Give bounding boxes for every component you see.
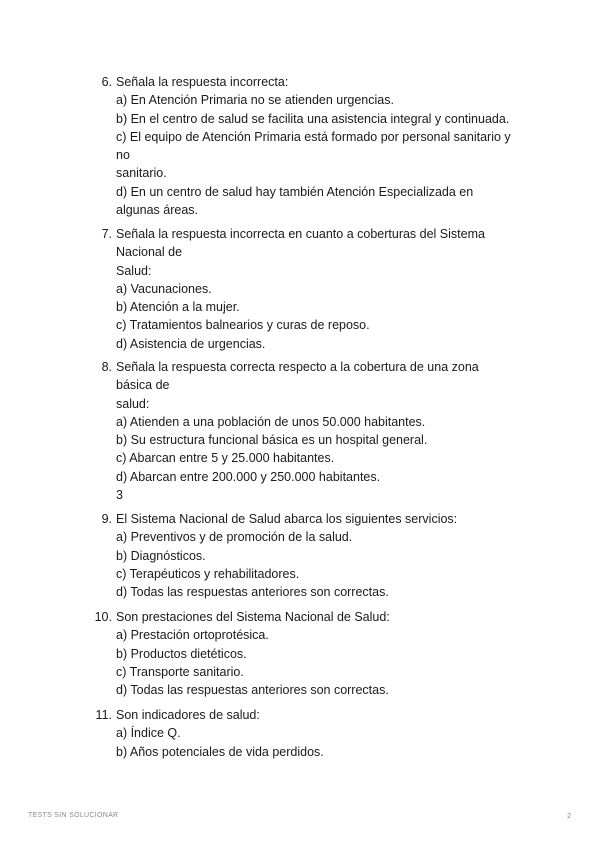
answer-option-a: a) Prestación ortoprotésica. xyxy=(116,628,269,643)
answer-option-b: b) Atención a la mujer. xyxy=(116,300,240,315)
question-prompt: Son indicadores de salud: xyxy=(116,708,260,722)
answer-option-c: c) Terapéuticos y rehabilitadores. xyxy=(116,566,300,581)
answer-option-b: b) Su estructura funcional básica es un hospital general. xyxy=(116,433,428,448)
answer-option-d: d) En un centro de salud hay también Atención Especializada en xyxy=(116,184,474,199)
answer-option-a: a) Atienden a una población de unos 50.000 habitantes. xyxy=(116,414,426,429)
footer-label: TESTS SIN SOLUCIONAR xyxy=(28,812,119,819)
question-prompt-continued: Nacional de xyxy=(116,245,183,260)
answer-option-b: b) En el centro de salud se facilita una asistencia integral y continuada. xyxy=(116,111,510,126)
answer-option-c: c) Abarcan entre 5 y 25.000 habitantes. xyxy=(116,451,335,466)
answer-option-d: d) Abarcan entre 200.000 y 250.000 habitantes. xyxy=(116,469,381,484)
question-number: 7. xyxy=(101,227,112,241)
question-prompt-continued: básica de xyxy=(116,378,170,393)
question-number: 8. xyxy=(101,360,112,374)
question-text xyxy=(116,73,536,219)
answer-option-c: c) Tratamientos balnearios y curas de reposo. xyxy=(116,318,370,333)
question-prompt: Señala la respuesta incorrecta en cuanto a coberturas del Sistema xyxy=(116,227,485,241)
answer-option-a: a) Índice Q. xyxy=(116,726,181,741)
question-text xyxy=(116,510,536,601)
question-prompt: Señala la respuesta correcta respecto a la cobertura de una zona xyxy=(116,360,479,374)
question-number: 10. xyxy=(94,610,112,624)
answer-option-b: b) Diagnósticos. xyxy=(116,548,206,563)
answer-option-c: c) El equipo de Atención Primaria está formado por personal sanitario y xyxy=(116,129,511,144)
question-prompt: Son prestaciones del Sistema Nacional de Salud: xyxy=(116,610,390,624)
answer-option-a: a) Vacunaciones. xyxy=(116,281,212,296)
answer-option-c-continued: no xyxy=(116,148,130,163)
answer-option-d: d) Todas las respuestas anteriores son correctas. xyxy=(116,683,389,698)
question-text xyxy=(116,706,536,761)
question-prompt: El Sistema Nacional de Salud abarca los siguientes servicios: xyxy=(116,512,458,526)
answer-option-c: c) Transporte sanitario. xyxy=(116,664,244,679)
question-prompt-continued: Salud: xyxy=(116,263,152,278)
answer-option-b: b) Productos dietéticos. xyxy=(116,646,247,661)
question-text xyxy=(116,358,536,504)
stray-page-number: 3 xyxy=(116,488,123,503)
question-prompt: Señala la respuesta incorrecta: xyxy=(116,75,289,89)
question-number: 11. xyxy=(95,708,112,722)
answer-option-d: d) Asistencia de urgencias. xyxy=(116,336,266,351)
question-text xyxy=(116,225,536,353)
question-number: 9. xyxy=(101,512,112,526)
question-number: 6. xyxy=(101,75,112,89)
question-text xyxy=(116,608,536,699)
answer-option-d-continued: algunas áreas. xyxy=(116,203,199,218)
question-prompt-continued: salud: xyxy=(116,396,150,411)
answer-option-a: a) Preventivos y de promoción de la salud. xyxy=(116,530,353,545)
answer-option-a: a) En Atención Primaria no se atienden urgencias. xyxy=(116,93,394,108)
footer-page-number: 2 xyxy=(567,811,572,820)
answer-option-c-continued: sanitario. xyxy=(116,166,167,181)
answer-option-b: b) Años potenciales de vida perdidos. xyxy=(116,744,324,759)
answer-option-d: d) Todas las respuestas anteriores son correctas. xyxy=(116,585,389,600)
